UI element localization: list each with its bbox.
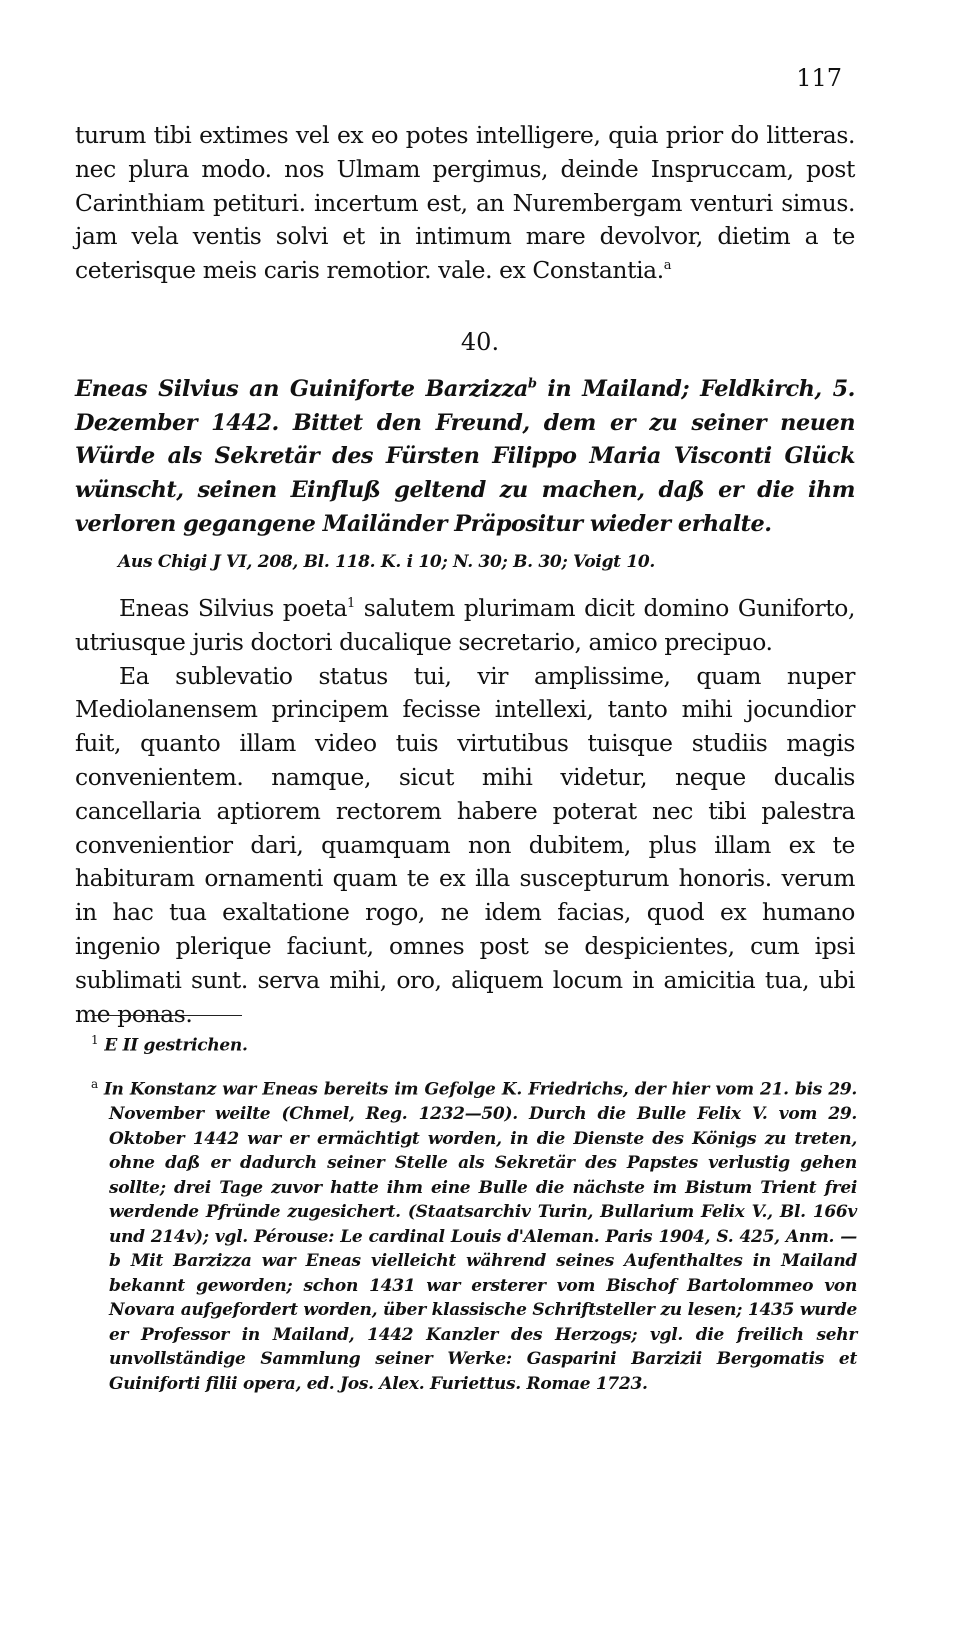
intro-paragraph-text: turum tibi extimes vel ex eo potes intelligere, quia prior do litteras. nec plura modo. nos Ulmam pergimus, deinde Inspruccam, post Carinthiam petituri. incertum est, an Nurembergam venturi simus. jam vela ventis solvi et in intimum mare devolvor, dietim a te ceterisque meis caris remotior. vale. ex Constantia. [75,121,855,285]
regest-heading: Eneas Silvius an Guiniforte Barzizza [75,376,528,402]
regest-summary [75,373,855,542]
footnote-1-marker: 1 [91,1033,99,1047]
main-text-block [75,592,855,1031]
regest-body: in Mailand; Feldkirch, 5. Dezember 1442. Bittet den Freund, dem er zu seiner neuen Würde als Sekretär des Fürsten Filippo Maria Visconti Glück wünscht, seinen Einfluß geltend zu machen, daß er die ihm verloren gegangene Mailänder Präpositur wieder erhalte. [75,376,855,537]
footnote-a-text: In Konstanz war Eneas bereits im Gefolge K. Friedrichs, der hier vom 21. bis 29. November weilte (Chmel, Reg. 1232—50). Durch die Bulle Felix V. vom 29. Oktober 1442 war er ermächtigt worden, in die Dienste des Königs zu treten, ohne daß er dadurch seiner Stelle als Sekretär des Papstes verlustig gehen sollte; drei Tage zuvor hatte ihm eine Bulle die nächste im Bistum Trient frei werdende Pfründe zugesichert. (Staatsarchiv Turin, Bullarium Felix V., Bl. 166v und 214v); vgl. Pérouse: Le cardinal Louis d'Aleman. Paris 1904, S. 425, Anm. — b Mit Barzizza war Eneas vielleicht während seines Aufenthaltes in Mailand bekannt geworden; schon 1431 war ersterer vom Bischof Bartolommeo von Novara aufgefordert worden, über klassische Schriftsteller zu lesen; 1435 wurde er Professor in Mailand, 1442 Kanzler des Herzogs; vgl. die freilich sehr unvollständige Sammlung seiner Werke: Gasparini Barzizii Bergomatis et Guiniforti filii opera, ed. Jos. Alex. Furiettus. Romae 1723. [103,1079,857,1394]
salutation-text-end: salutem plurimam dicit domino Guniforto, utriusque juris doctori ducalique secretario, amico precipuo. [75,594,855,656]
footnote-marker-b: b [527,376,537,392]
footnotes-section [85,1028,857,1396]
salutation-text-start: Eneas Silvius poeta [119,594,347,622]
footnote-marker-a: a [663,258,672,274]
letter-body-paragraph: Ea sublevatio status tui, vir amplissime, quam nuper Mediolanensem principem fecisse intellexi, tanto mihi jocundior fuit, quanto illam video tuis virtutibus tuisque studiis magis convenientem. namque, sicut mihi videtur, neque ducalis cancellaria aptiorem rectorem habere poterat nec tibi palestra convenientior dari, quamquam non dubitem, plus illam ex te habituram ornamenti quam te ex illa suscepturum honoris. verum in hac tua exaltatione rogo, ne idem facias, quod ex humano ingenio plerique faciunt, omnes post se despicientes, cum ipsi sublimati sunt. serva mihi, oro, aliquem locum in amicitia tua, ubi me ponas. [75,661,855,1028]
intro-paragraph [75,119,855,288]
intro-paragraph-block [75,119,855,288]
letter-number: 40. [460,328,500,356]
page-number: 117 [796,64,842,92]
source-line: Aus Chigi J VI, 208, Bl. 118. K. i 10; N. 30; B. 30; Voigt 10. [118,552,655,572]
footnote-1 [85,1028,857,1058]
footnote-marker-1: 1 [347,596,355,612]
footnote-1-text: E II gestrichen. [104,1035,248,1056]
footnote-a-marker: a [91,1077,98,1092]
salutation-paragraph [75,592,855,660]
footnote-a [85,1072,857,1396]
footnote-separator [92,1015,242,1016]
